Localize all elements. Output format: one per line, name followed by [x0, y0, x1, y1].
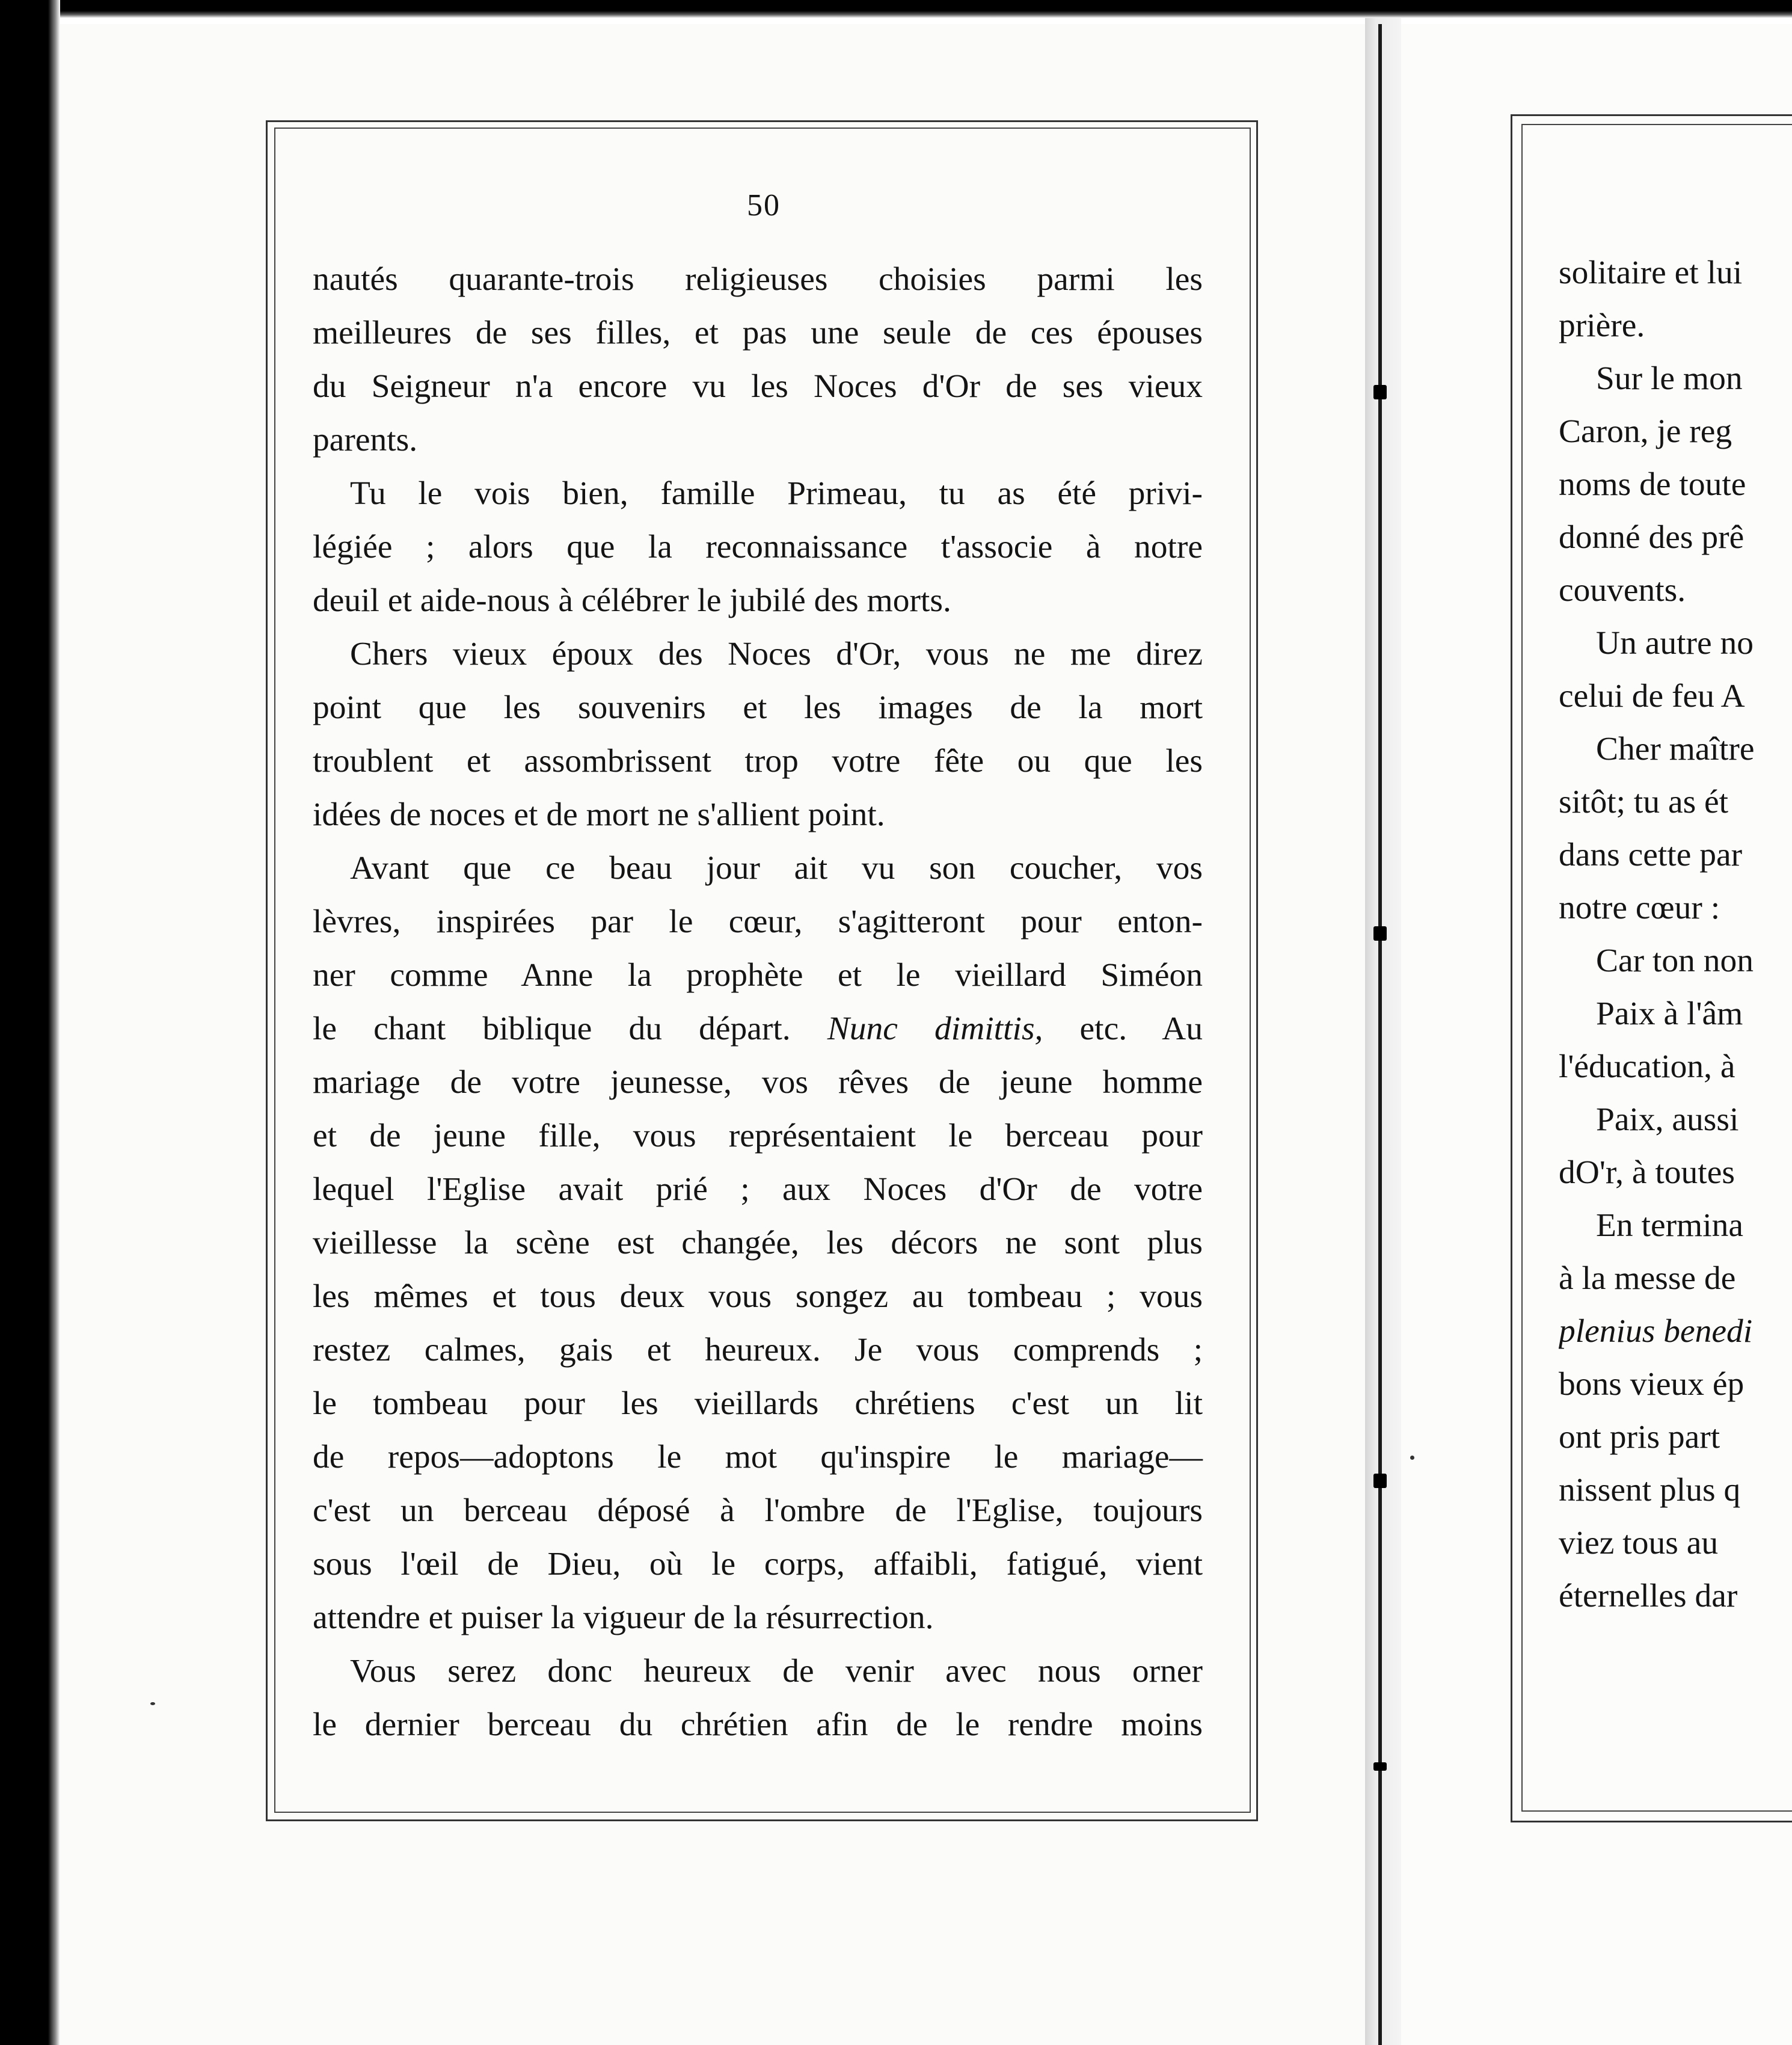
text-line: Chers vieux époux des Noces d'Or, vous ne me direz: [350, 636, 1203, 672]
text-line: les mêmes et tous deux vous songez au tombeau ; vous: [313, 1278, 1203, 1315]
text-line: meilleures de ses filles, et pas une seule de ces épouses: [313, 315, 1203, 351]
binding-stitch: [1373, 1474, 1387, 1488]
book-gutter: [1365, 18, 1401, 2045]
text-line: point que les souvenirs et les images de la mort: [313, 689, 1203, 726]
text-line: prière.: [1559, 307, 1645, 344]
scan-speck: [1410, 1456, 1414, 1460]
left-page-body-text: [313, 253, 1203, 1751]
text-line: dO'r, à toutes: [1559, 1154, 1735, 1191]
text-line: celui de feu A: [1559, 678, 1745, 715]
text-line: viez tous au: [1559, 1525, 1719, 1561]
text-line: En termina: [1596, 1207, 1744, 1244]
text-line: Un autre no: [1596, 625, 1754, 662]
text-line: Caron, je reg: [1559, 413, 1732, 450]
text-line: sitôt; tu as ét: [1559, 784, 1729, 820]
text-line: du Seigneur n'a encore vu les Noces d'Or de ses vieux: [313, 368, 1203, 405]
text-line: solitaire et lui: [1559, 254, 1743, 291]
text-line: à la messe de: [1559, 1260, 1736, 1297]
scan-top-edge: [0, 0, 1792, 18]
text-line: dans cette par: [1559, 837, 1743, 873]
text-line: plenius benedi: [1559, 1313, 1753, 1350]
text-line: lèvres, inspirées par le cœur, s'agitteront pour enton-: [313, 903, 1203, 940]
spine-binding: [1378, 24, 1382, 2045]
text-line: Vous serez donc heureux de venir avec nous orner: [350, 1653, 1203, 1690]
text-line: éternelles dar: [1559, 1578, 1738, 1614]
text-line: et de jeune fille, vous représentaient le berceau pour: [313, 1118, 1203, 1154]
text-line: Cher maître: [1596, 731, 1755, 767]
text-line: troublent et assombrissent trop votre fête ou que les: [313, 743, 1203, 780]
right-page-body-text: [1559, 247, 1792, 1623]
binding-stitch: [1373, 385, 1387, 399]
text-line: lequel l'Eglise avait prié ; aux Noces d'Or de votre: [313, 1171, 1203, 1208]
text-line: idées de noces et de mort ne s'allient point.: [313, 796, 885, 833]
text-line: c'est un berceau déposé à l'ombre de l'Eglise, toujours: [313, 1492, 1203, 1529]
text-line: vieillesse la scène est changée, les décors ne sont plus: [313, 1225, 1203, 1261]
text-line: Paix à l'âm: [1596, 995, 1743, 1032]
text-line: attendre et puiser la vigueur de la résurrection.: [313, 1599, 934, 1636]
text-line: nautés quarante-trois religieuses choisies parmi les: [313, 261, 1203, 298]
text-line: mariage de votre jeunesse, vos rêves de jeune homme: [313, 1064, 1203, 1101]
text-line: sous l'œil de Dieu, où le corps, affaibli, fatigué, vient: [313, 1546, 1203, 1582]
text-line: donné des prê: [1559, 519, 1744, 556]
text-line: notre cœur :: [1559, 890, 1720, 926]
text-line: Car ton non: [1596, 943, 1754, 979]
text-line: de repos—adoptons le mot qu'inspire le mariage—: [313, 1439, 1203, 1475]
scan-left-edge: [0, 0, 60, 2045]
text-line: ont pris part: [1559, 1419, 1720, 1456]
text-line: légiée ; alors que la reconnaissance t'associe à notre: [313, 529, 1203, 565]
text-line: le tombeau pour les vieillards chrétiens c'est un lit: [313, 1385, 1203, 1422]
text-line: Paix, aussi: [1596, 1101, 1739, 1138]
binding-stitch: [1373, 926, 1387, 941]
text-line: ner comme Anne la prophète et le vieillard Siméon: [313, 957, 1203, 994]
text-line: noms de toute: [1559, 466, 1746, 503]
text-line: le dernier berceau du chrétien afin de le rendre moins: [313, 1706, 1203, 1743]
text-line: couvents.: [1559, 572, 1686, 609]
text-line: restez calmes, gais et heureux. Je vous comprends ;: [313, 1332, 1203, 1368]
text-line: deuil et aide-nous à célébrer le jubilé des morts.: [313, 582, 951, 619]
text-line: Tu le vois bien, famille Primeau, tu as été privi-: [350, 475, 1203, 512]
text-line: le chant biblique du départ. Nunc dimittis, etc. Au: [313, 1010, 1203, 1047]
page-number: 50: [747, 188, 781, 223]
italic-phrase: Nunc dimittis,: [827, 1010, 1043, 1047]
text-line: Sur le mon: [1596, 360, 1743, 397]
binding-stitch: [1373, 1762, 1387, 1771]
text-line: l'éducation, à: [1559, 1048, 1735, 1085]
text-line: bons vieux ép: [1559, 1366, 1744, 1403]
scan-speck: [150, 1702, 155, 1705]
text-line: Avant que ce beau jour ait vu son coucher, vos: [350, 850, 1203, 887]
text-line: nissent plus q: [1559, 1472, 1741, 1508]
text-line: parents.: [313, 422, 418, 458]
